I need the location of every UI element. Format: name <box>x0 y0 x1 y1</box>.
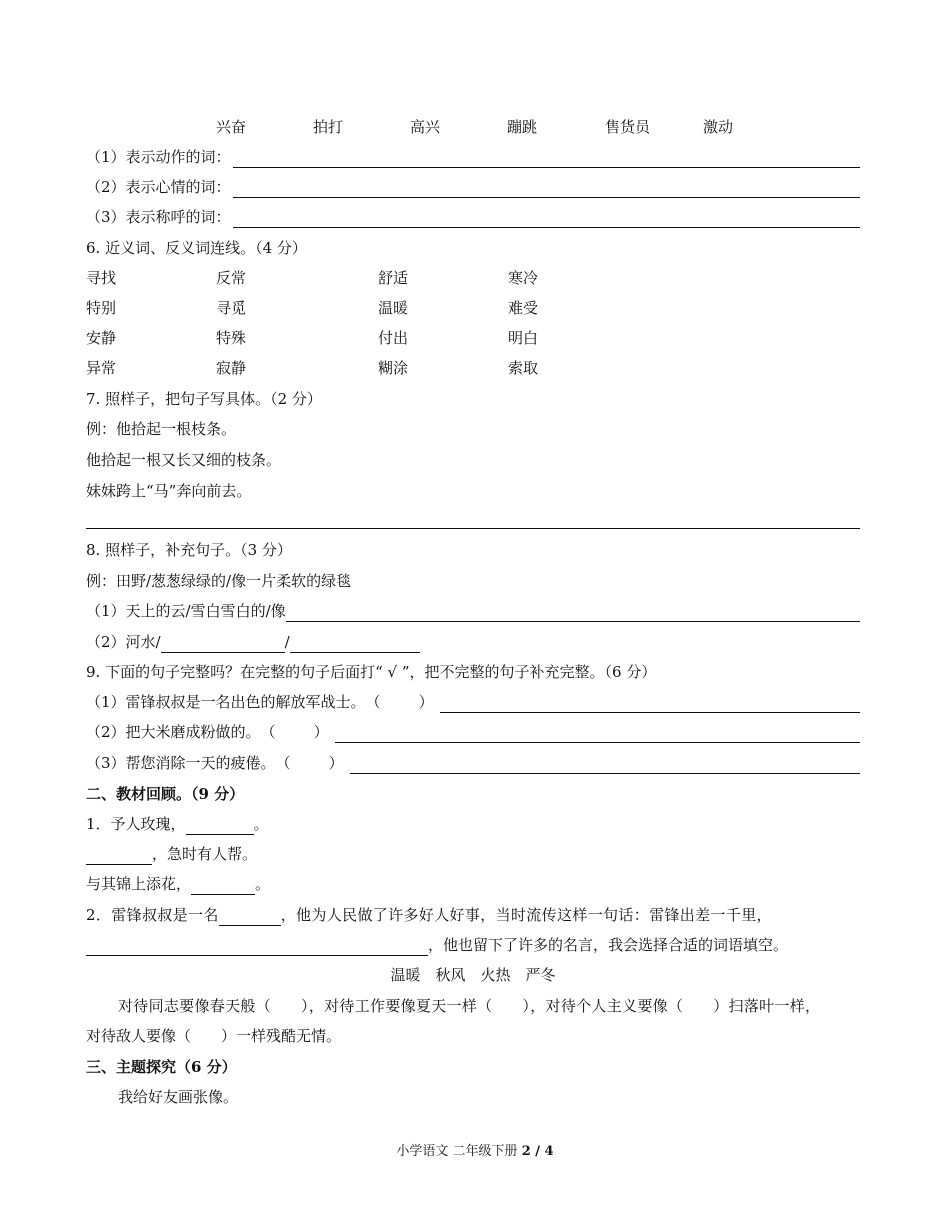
q6-row <box>0 327 950 349</box>
word-bank-item: 激动 <box>703 118 734 136</box>
q9-item-3 <box>86 752 860 774</box>
page-footer <box>0 1140 950 1159</box>
q9-sentence: （1）雷锋叔叔是一名出色的解放军战士。 <box>86 693 366 711</box>
q8-example: 例：田野/葱葱绿绿的/像一片柔软的绿毯 <box>86 572 352 590</box>
q7-answer-line[interactable] <box>86 508 860 529</box>
s2-text: ，急时有人帮。 <box>152 845 258 863</box>
s2-text: 与其锦上添花， <box>86 875 192 893</box>
s2-p2-line-b <box>86 934 860 956</box>
q7-task: 妹妹跨上“马”奔向前去。 <box>86 482 252 500</box>
paren-open: （ <box>275 754 291 772</box>
word-bank <box>0 116 950 138</box>
q6-word: 付出 <box>378 329 409 347</box>
q6-word: 特殊 <box>216 329 247 347</box>
s2-text: 2．雷锋叔叔是一名 <box>86 906 219 924</box>
s2-text: ，他为人民做了许多好人好事，当时流传这样一句话：雷锋出差一千里， <box>280 906 772 924</box>
q6-word: 反常 <box>216 269 247 287</box>
q6-word: 寻找 <box>86 269 117 287</box>
answer-blank[interactable] <box>191 879 255 895</box>
q7-example-answer: 他拾起一根又长又细的枝条。 <box>86 451 282 469</box>
q6-word: 难受 <box>508 299 539 317</box>
s2-text: ）一样残酷无情。 <box>221 1027 342 1045</box>
paren-close: ） <box>328 754 344 772</box>
s2-text: 1．予人玫瑰， <box>86 815 186 833</box>
answer-blank[interactable] <box>86 849 152 865</box>
s2-text: 。 <box>255 875 271 893</box>
answer-blank[interactable] <box>350 758 860 774</box>
footer-text: 小学语文 二年级下册 <box>396 1144 522 1159</box>
answer-blank[interactable] <box>233 152 860 168</box>
q6-word: 糊涂 <box>378 359 409 377</box>
word-bank-item: 兴奋 <box>216 118 247 136</box>
q8-title: 8. 照样子，补充句子。（3 分） <box>86 541 292 559</box>
q9-sentence: （2）把大米磨成粉做的。 <box>86 723 261 741</box>
q6-row <box>0 297 950 319</box>
answer-blank[interactable] <box>290 637 420 653</box>
q8-item-1 <box>86 600 860 622</box>
q9-item-2 <box>86 721 860 743</box>
q6-word: 明白 <box>508 329 539 347</box>
s2-text: ），对待工作要像夏天一样（ <box>301 997 493 1015</box>
q6-word: 安静 <box>86 329 117 347</box>
q8-item-label: （1）天上的云/雪白雪白的/像 <box>86 602 286 620</box>
section-3-title: 三、主题探究（6 分） <box>86 1058 237 1076</box>
s2-p1-line-c <box>86 873 860 895</box>
q5-label: （1）表示动作的词： <box>86 148 231 166</box>
q5-action-words <box>86 146 860 168</box>
s2-text: ），对待个人主义要像（ <box>522 997 684 1015</box>
slash-separator: / <box>284 633 290 651</box>
s2-p1-line-a <box>86 813 860 835</box>
q7-title: 7. 照样子，把句子写具体。（2 分） <box>86 390 322 408</box>
q5-label: （2）表示心情的词： <box>86 178 231 196</box>
q8-item-label: （2）河水/ <box>86 633 161 651</box>
answer-blank[interactable] <box>233 182 860 198</box>
answer-blank[interactable] <box>186 819 254 835</box>
q5-address-words <box>86 206 860 228</box>
q6-word: 温暖 <box>378 299 409 317</box>
q9-item-1 <box>86 691 860 713</box>
answer-blank[interactable] <box>161 637 285 653</box>
q8-item-2 <box>86 631 860 653</box>
q6-word: 索取 <box>508 359 539 377</box>
q6-word: 特别 <box>86 299 117 317</box>
q9-title: 9. 下面的句子完整吗？在完整的句子后面打“ √ ”，把不完整的句子补充完整。（6 分） <box>86 663 657 681</box>
s2-fill-line-b <box>86 1025 860 1047</box>
page-number: 2 / 4 <box>521 1144 554 1159</box>
q6-word: 寂静 <box>216 359 247 377</box>
q6-row <box>0 357 950 379</box>
answer-blank[interactable] <box>440 697 860 713</box>
answer-blank[interactable] <box>233 212 860 228</box>
q9-sentence: （3）帮您消除一天的疲倦。 <box>86 754 276 772</box>
word-bank-item: 售货员 <box>605 118 651 136</box>
s2-text: ）扫落叶一样， <box>713 997 821 1015</box>
q7-example: 例：他拾起一根枝条。 <box>86 420 237 438</box>
paren-open: （ <box>365 693 381 711</box>
paren-open: （ <box>260 723 276 741</box>
q6-word: 异常 <box>86 359 117 377</box>
s2-text: 。 <box>253 815 269 833</box>
q6-title: 6. 近义词、反义词连线。（4 分） <box>86 239 307 257</box>
q5-emotion-words <box>86 176 860 198</box>
answer-blank[interactable] <box>286 606 860 622</box>
s2-p2-line-a <box>86 904 860 926</box>
answer-blank[interactable] <box>219 910 281 926</box>
q5-label: （3）表示称呼的词： <box>86 208 231 226</box>
q6-word: 寒冷 <box>508 269 539 287</box>
q6-word: 舒适 <box>378 269 409 287</box>
word-bank-item: 高兴 <box>410 118 441 136</box>
s2-fill-line-a <box>86 995 860 1017</box>
s2-text: ，他也留下了许多的名言，我会选择合适的词语填空。 <box>428 936 789 954</box>
q6-row <box>0 267 950 289</box>
answer-blank[interactable] <box>86 940 428 956</box>
s2-text: 对待敌人要像（ <box>86 1027 192 1045</box>
word-bank-item: 蹦跳 <box>507 118 538 136</box>
paren-close: ） <box>313 723 329 741</box>
s2-word-choices: 温暖 秋风 火热 严冬 <box>390 966 556 984</box>
paren-close: ） <box>418 693 434 711</box>
answer-blank[interactable] <box>335 727 860 743</box>
section-3-text: 我给好友画张像。 <box>118 1088 239 1106</box>
section-2-title: 二、教材回顾。（9 分） <box>86 785 245 803</box>
s2-p1-line-b <box>86 843 860 865</box>
s2-text: 对待同志要像春天般（ <box>118 997 272 1015</box>
word-bank-item: 拍打 <box>313 118 344 136</box>
q6-word: 寻觅 <box>216 299 247 317</box>
